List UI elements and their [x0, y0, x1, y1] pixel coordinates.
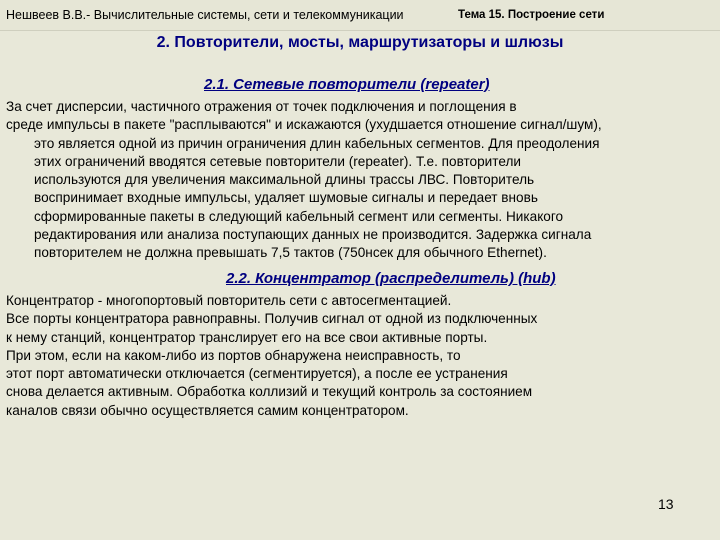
text-line: воспринимает входные импульсы, удаляет шумовые сигналы и передает вновь — [34, 190, 538, 206]
section-title — [0, 34, 720, 52]
text-line: сформированные пакеты в следующий кабельный сегмент или сегменты. Никакого — [34, 208, 564, 224]
text-line: среде импульсы в пакете "расплываются" и искажаются (ухудшается отношение сигнал/шум), — [6, 117, 602, 133]
subsection-title-hub: 2.2. Концентратор (распределитель) (hub) — [226, 270, 556, 287]
page-number: 13 — [658, 496, 674, 512]
text-line: этот порт автоматически отключается (сегментируется), а после ее устранения — [6, 366, 508, 382]
paragraph-repeater — [6, 98, 602, 263]
text-line: к нему станций, концентратор транслирует его на все свои активные порты. — [6, 329, 488, 345]
text-line: За счет дисперсии, частичного отражения от точек подключения и поглощения в — [6, 99, 517, 114]
text-line: используются для увеличения максимальной длины трассы ЛВС. Повторитель — [34, 172, 535, 188]
text-line: Концентратор - многопортовый повторитель сети с автосегментацией. — [6, 293, 452, 308]
paragraph-hub — [6, 292, 537, 420]
text-line: каналов связи обычно осуществляется самим концентратором. — [6, 402, 409, 418]
text-line: снова делается активным. Обработка коллизий и текущий контроль за состоянием — [6, 384, 533, 400]
header-author: Нешвеев В.В.- Вычислительные системы, сети и телекоммуникации — [6, 8, 404, 22]
text-line: это является одной из причин ограничения длин кабельных сегментов. Для преодоления — [34, 135, 600, 151]
text-line: повторителем не должна превышать 7,5 тактов (750нсек для обычного Ethernet). — [34, 245, 547, 261]
text-line: Все порты концентратора равноправны. Получив сигнал от одной из подключенных — [6, 311, 538, 327]
text-line: этих ограничений вводятся сетевые повторители (repeater). Т.е. повторители — [34, 153, 521, 169]
section-title-text: 2. Повторители, мосты, маршрутизаторы и шлюзы — [156, 34, 564, 51]
header-topic: Тема 15. Построение сети — [458, 9, 605, 21]
text-line: редактирования или анализа поступающих данных не производится. Задержка сигнала — [34, 227, 592, 243]
subsection-title-repeater: 2.1. Сетевые повторители (repeater) — [204, 76, 490, 93]
slide-header — [0, 0, 720, 31]
text-line: При этом, если на каком-либо из портов обнаружена неисправность, то — [6, 347, 461, 363]
